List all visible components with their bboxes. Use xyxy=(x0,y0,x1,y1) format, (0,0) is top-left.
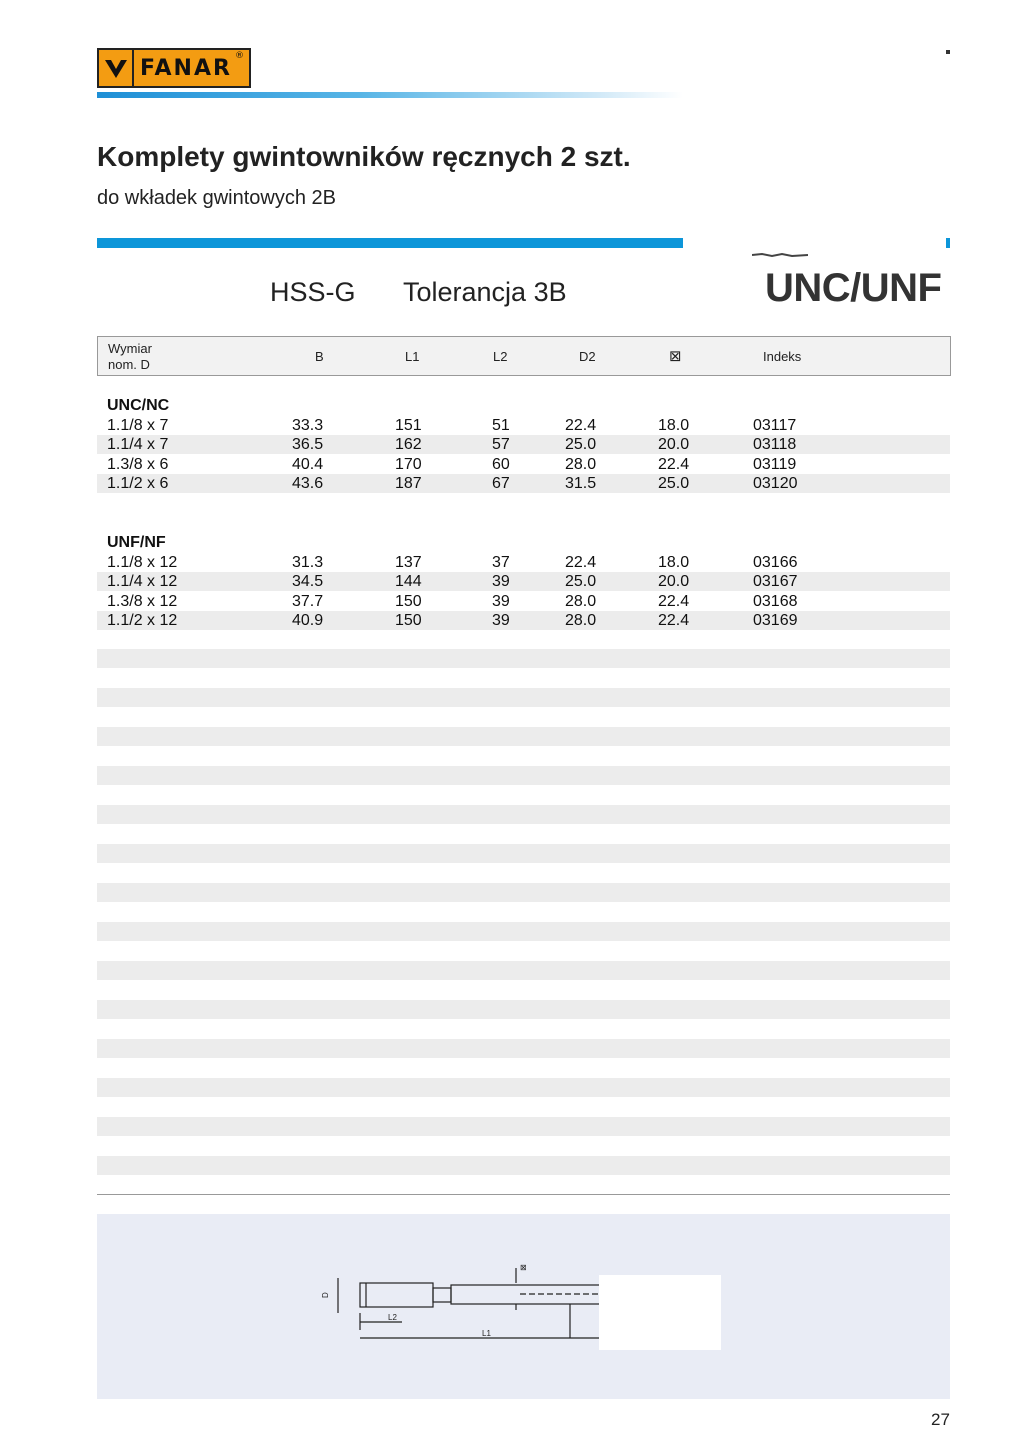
corner-dot xyxy=(946,50,950,54)
cell-b: 31.3 xyxy=(292,554,324,571)
cell-square: 20.0 xyxy=(658,436,690,453)
empty-row-stripe xyxy=(97,649,950,668)
section-bar-tick xyxy=(946,238,950,248)
cell-b: 40.9 xyxy=(292,612,324,629)
cell-l2: 39 xyxy=(492,612,510,629)
header-size-line2: nom. D xyxy=(108,357,150,372)
cell-index: 03169 xyxy=(753,612,798,629)
cell-index: 03168 xyxy=(753,593,798,610)
empty-row-stripe xyxy=(97,1156,950,1175)
group-label-unc: UNC/NC xyxy=(107,397,170,414)
logo-wordmark: FANAR xyxy=(140,55,232,81)
cell-d2: 28.0 xyxy=(565,612,597,629)
page-subtitle: do wkładek gwintowych 2B xyxy=(97,187,337,209)
cell-d2: 31.5 xyxy=(565,475,597,492)
cell-d2: 22.4 xyxy=(565,554,597,571)
cell-l1: 150 xyxy=(395,612,422,629)
table-row xyxy=(97,553,950,572)
cell-size: 1.3/8 x 6 xyxy=(107,456,169,473)
cell-l2: 60 xyxy=(492,456,510,473)
group-label-unf: UNF/NF xyxy=(107,534,166,551)
empty-row-stripe xyxy=(97,727,950,746)
empty-row-stripe xyxy=(97,961,950,980)
empty-row-stripe xyxy=(97,688,950,707)
cell-square: 22.4 xyxy=(658,593,690,610)
header-square-icon: ⊠ xyxy=(669,348,682,365)
table-row xyxy=(97,592,950,611)
section-bar xyxy=(97,238,683,248)
table-row xyxy=(97,435,950,454)
dim-label-d: D xyxy=(321,1292,330,1298)
header-size-line1: Wymiar xyxy=(108,341,152,356)
header-l1: L1 xyxy=(405,349,420,364)
cell-b: 37.7 xyxy=(292,593,324,610)
cell-b: 40.4 xyxy=(292,456,324,473)
tap-drawing xyxy=(320,1258,610,1348)
cell-d2: 28.0 xyxy=(565,593,597,610)
fanar-logo xyxy=(97,48,251,88)
table-row xyxy=(97,474,950,493)
diagram-blank-area xyxy=(599,1275,721,1350)
cell-size: 1.1/8 x 7 xyxy=(107,417,169,434)
cell-index: 03120 xyxy=(753,475,798,492)
cell-b: 36.5 xyxy=(292,436,324,453)
cell-square: 22.4 xyxy=(658,612,690,629)
registered-mark: ® xyxy=(235,51,246,61)
cell-index: 03117 xyxy=(753,417,797,434)
cell-b: 33.3 xyxy=(292,417,324,434)
table-row xyxy=(97,455,950,474)
cell-square: 18.0 xyxy=(658,554,690,571)
cell-index: 03119 xyxy=(753,456,797,473)
cell-d2: 22.4 xyxy=(565,417,597,434)
empty-row-stripe xyxy=(97,1078,950,1097)
cell-index: 03166 xyxy=(753,554,798,571)
logo-text xyxy=(134,48,251,88)
material-label: HSS-G xyxy=(270,277,356,307)
dim-label-square: ⊠ xyxy=(520,1263,527,1272)
cell-l1: 151 xyxy=(395,417,422,434)
cell-size: 1.1/2 x 12 xyxy=(107,612,178,629)
cell-l1: 150 xyxy=(395,593,422,610)
header-gradient-line xyxy=(97,92,683,98)
table-header xyxy=(97,336,951,376)
tap-shank xyxy=(451,1285,606,1304)
cell-d2: 25.0 xyxy=(565,573,597,590)
tap-neck xyxy=(433,1288,451,1302)
header-index: Indeks xyxy=(763,349,802,364)
cell-b: 43.6 xyxy=(292,475,324,492)
empty-row-stripe xyxy=(97,922,950,941)
table-row xyxy=(97,611,950,630)
empty-row-stripe xyxy=(97,1117,950,1136)
dim-label-l2: L2 xyxy=(388,1313,397,1322)
page-number: 27 xyxy=(931,1410,950,1429)
cell-l2: 57 xyxy=(492,436,510,453)
logo-v-shape xyxy=(103,56,129,80)
header-d2: D2 xyxy=(579,349,596,364)
cell-size: 1.3/8 x 12 xyxy=(107,593,178,610)
cell-l2: 51 xyxy=(492,417,510,434)
header-l2: L2 xyxy=(493,349,508,364)
cell-size: 1.1/4 x 12 xyxy=(107,573,178,590)
cell-b: 34.5 xyxy=(292,573,324,590)
table-row xyxy=(97,572,950,591)
empty-row-stripe xyxy=(97,1000,950,1019)
tap-thread-body xyxy=(360,1283,433,1307)
cell-l1: 137 xyxy=(395,554,422,571)
cell-size: 1.1/4 x 7 xyxy=(107,436,169,453)
cell-l1: 144 xyxy=(395,573,422,590)
cell-l1: 187 xyxy=(395,475,422,492)
cell-l2: 39 xyxy=(492,573,510,590)
empty-row-stripe xyxy=(97,1039,950,1058)
cell-square: 18.0 xyxy=(658,417,690,434)
cell-l2: 39 xyxy=(492,593,510,610)
cell-index: 03118 xyxy=(753,436,797,453)
empty-row-stripe xyxy=(97,844,950,863)
empty-row-stripe xyxy=(97,766,950,785)
empty-row-stripe xyxy=(97,805,950,824)
logo-v-icon xyxy=(97,48,134,88)
cell-square: 25.0 xyxy=(658,475,690,492)
cell-square: 20.0 xyxy=(658,573,690,590)
cell-d2: 25.0 xyxy=(565,436,597,453)
table-bottom-rule xyxy=(97,1194,950,1195)
cell-l2: 67 xyxy=(492,475,510,492)
table-row xyxy=(97,416,950,435)
cell-l1: 170 xyxy=(395,456,422,473)
tolerance-label: Tolerancja 3B xyxy=(403,277,567,307)
thread-standard: UNC/UNF xyxy=(765,266,942,310)
cell-square: 22.4 xyxy=(658,456,690,473)
cell-l1: 162 xyxy=(395,436,422,453)
cell-l2: 37 xyxy=(492,554,510,571)
cell-index: 03167 xyxy=(753,573,798,590)
empty-row-stripe xyxy=(97,883,950,902)
cell-size: 1.1/8 x 12 xyxy=(107,554,178,571)
cell-size: 1.1/2 x 6 xyxy=(107,475,169,492)
decorative-scribble xyxy=(752,252,808,258)
cell-d2: 28.0 xyxy=(565,456,597,473)
page-title: Komplety gwintowników ręcznych 2 szt. xyxy=(97,141,631,172)
dim-label-l1: L1 xyxy=(482,1329,491,1338)
header-b: B xyxy=(315,349,324,364)
